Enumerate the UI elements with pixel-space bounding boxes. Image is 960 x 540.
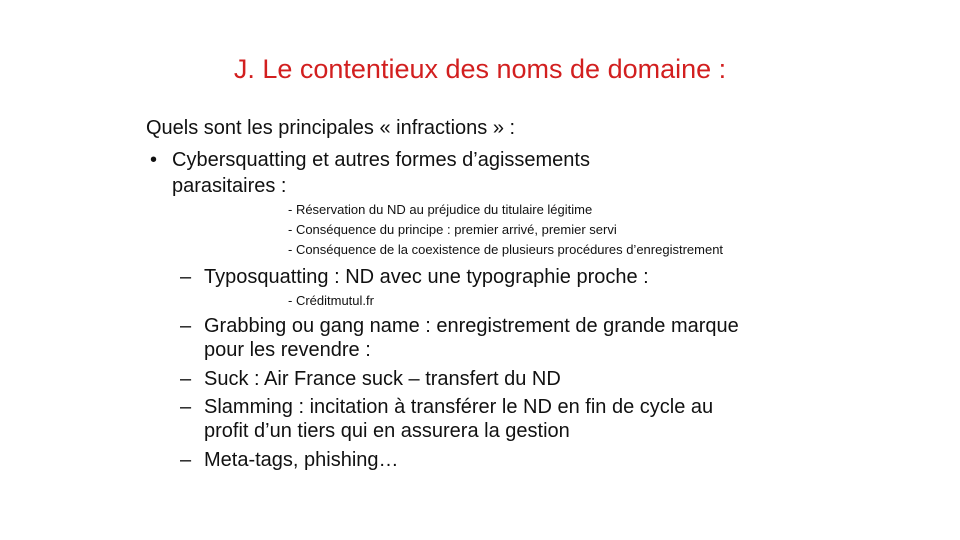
- cyber-detail-3: - Conséquence de la coexistence de plusieurs procédures d’enregistrement: [288, 242, 724, 257]
- suck-line: Suck : Air France suck – transfert du ND: [204, 368, 561, 390]
- dash-icon: –: [180, 368, 192, 390]
- typosquatting-line: Typosquatting : ND avec une typographie proche :: [204, 266, 649, 288]
- main-point-line1: Cybersquatting et autres formes d’agissements: [172, 149, 590, 171]
- slamming-line1: Slamming : incitation à transférer le ND en fin de cycle au: [204, 396, 714, 418]
- cyber-detail-2: - Conséquence du principe : premier arrivé, premier servi: [288, 222, 617, 237]
- dash-icon: –: [180, 449, 192, 471]
- bullet-icon: •: [150, 149, 158, 171]
- dash-icon: –: [180, 266, 192, 288]
- main-point-line2: parasitaires :: [172, 175, 287, 197]
- dash-icon: –: [180, 396, 192, 418]
- typo-detail: - Créditmutul.fr: [288, 293, 374, 308]
- intro-line: Quels sont les principales « infractions » :: [146, 117, 516, 139]
- slide-title: J. Le contentieux des noms de domaine :: [233, 54, 727, 84]
- dash-icon: –: [180, 315, 192, 337]
- cyber-detail-1: - Réservation du ND au préjudice du titulaire légitime: [288, 202, 593, 217]
- slamming-line2: profit d’un tiers qui en assurera la gestion: [204, 420, 570, 442]
- grabbing-line1: Grabbing ou gang name : enregistrement de grande marque: [204, 315, 739, 337]
- grabbing-line2: pour les revendre :: [204, 339, 371, 361]
- meta-tags-line: Meta-tags, phishing…: [204, 449, 399, 471]
